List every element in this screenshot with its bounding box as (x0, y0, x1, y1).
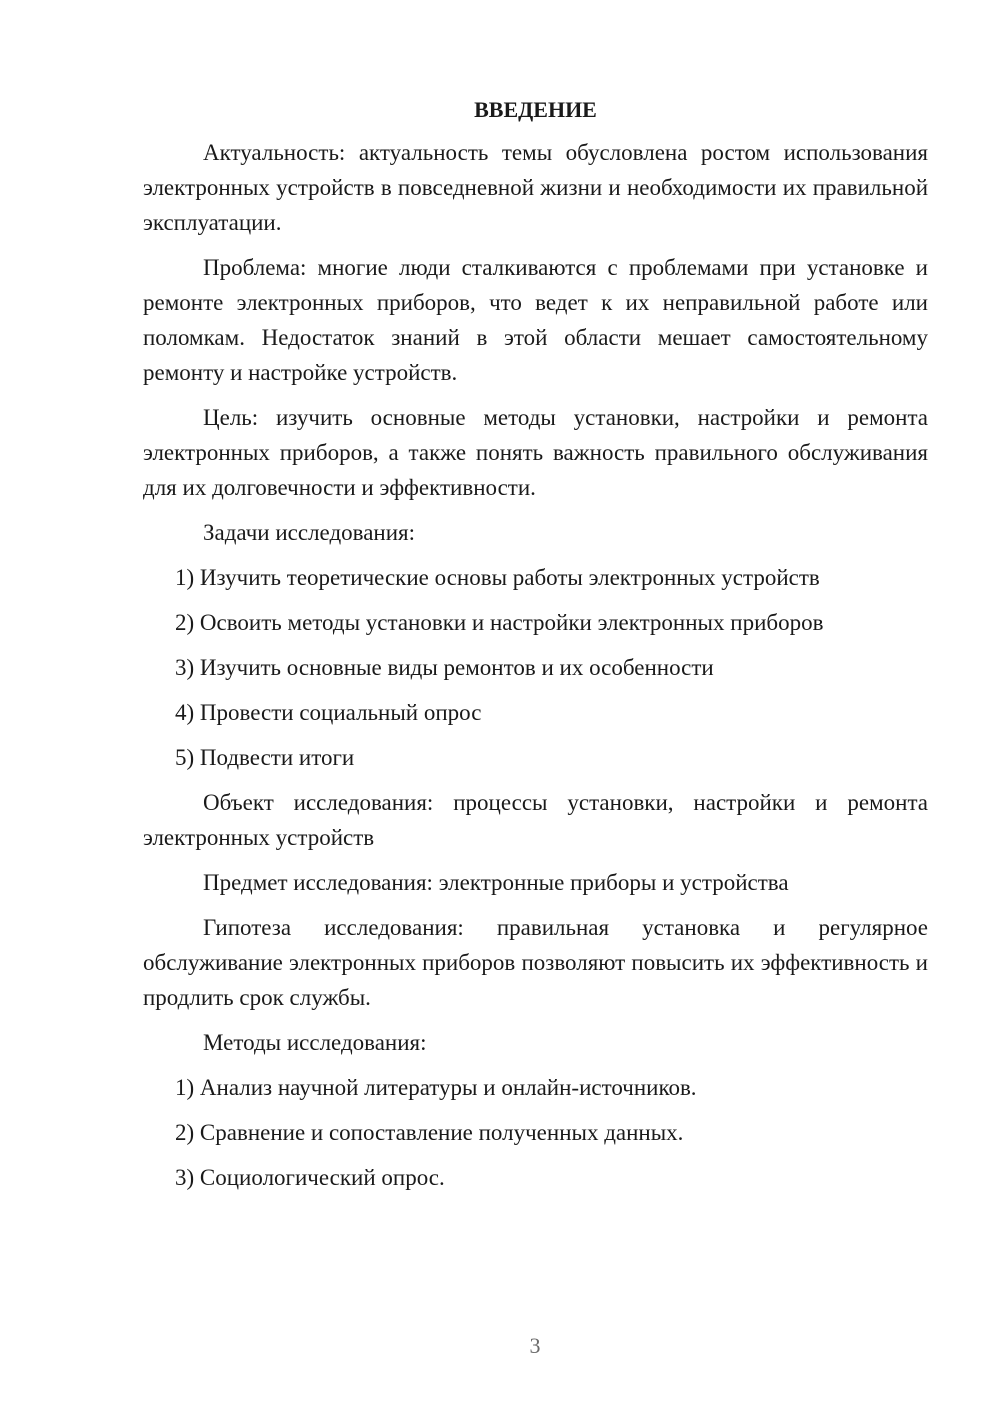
list-item: 1) Анализ научной литературы и онлайн-источников. (175, 1075, 697, 1100)
list-item: 3) Социологический опрос. (175, 1165, 445, 1190)
hypothesis-paragraph: Гипотеза исследования: правильная установка и регулярное обслуживание электронных приборов позволяют повысить их эффективность и продлить срок службы. (143, 915, 928, 1010)
tasks-list (143, 560, 928, 775)
list-item: 4) Провести социальный опрос (175, 700, 482, 725)
problem-paragraph: Проблема: многие люди сталкиваются с проблемами при установке и ремонте электронных приборов, что ведет к их неправильной работе или поломкам. Недостаток знаний в этой области мешает самостоятельному ремонту и настройке устройств. (143, 255, 928, 385)
page-number: 3 (529, 1333, 541, 1358)
list-item: 2) Сравнение и сопоставление полученных данных. (175, 1120, 684, 1145)
list-item: 3) Изучить основные виды ремонтов и их особенности (175, 655, 714, 680)
list-item: 1) Изучить теоретические основы работы электронных устройств (175, 565, 820, 590)
goal-paragraph: Цель: изучить основные методы установки, настройки и ремонта электронных приборов, а также понять важность правильного обслуживания для их долговечности и эффективности. (143, 405, 928, 500)
relevance-paragraph: Актуальность: актуальность темы обусловлена ростом использования электронных устройств в повседневной жизни и необходимости их правильной эксплуатации. (143, 140, 928, 235)
object-paragraph: Объект исследования: процессы установки, настройки и ремонта электронных устройств (143, 790, 928, 850)
subject-paragraph: Предмет исследования: электронные приборы и устройства (203, 870, 789, 895)
methods-list (143, 1070, 928, 1195)
list-item: 5) Подвести итоги (175, 745, 355, 770)
page-title: ВВЕДЕНИЕ (474, 97, 597, 122)
list-item: 2) Освоить методы установки и настройки электронных приборов (175, 610, 824, 635)
tasks-heading: Задачи исследования: (203, 520, 416, 545)
page-content (143, 92, 928, 1205)
methods-heading: Методы исследования: (203, 1030, 427, 1055)
